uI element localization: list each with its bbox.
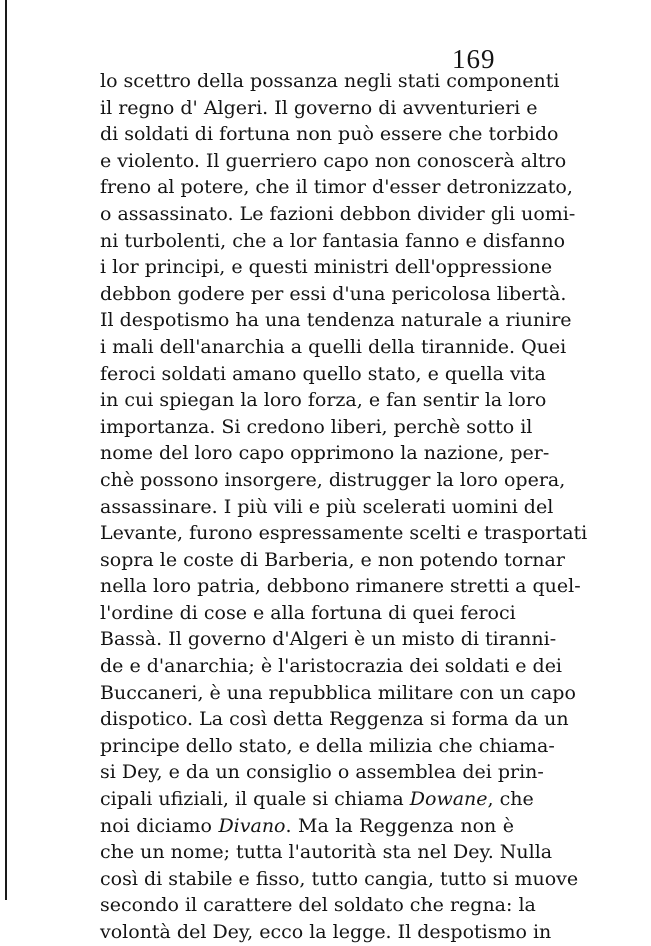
text-line: o assassinato. Le fazioni debbon divider gli uomi- xyxy=(100,202,576,225)
text-line: Bassà. Il governo d'Algeri è un misto di tiranni- xyxy=(100,628,557,651)
text-line: importanza. Si credono liberi, perchè sotto il xyxy=(100,415,533,438)
text-line: debbon godere per essi d'una pericolosa libertà. xyxy=(100,282,567,305)
text-segment: cipali ufiziali, il quale si chiama xyxy=(100,788,410,811)
text-line: nella loro patria, debbono rimanere stretti a quel- xyxy=(100,575,581,598)
text-line: secondo il carattere del soldato che regna: la xyxy=(100,894,536,917)
text-line: Buccaneri, è una repubblica militare con un capo xyxy=(100,681,576,704)
text-line: Levante, furono espressamente scelti e trasportati xyxy=(100,522,588,545)
body-text xyxy=(100,68,588,946)
text-line: ni turbolenti, che a lor fantasia fanno e disfanno xyxy=(100,229,566,252)
text-line: principe dello stato, e della milizia che chiama- xyxy=(100,734,555,757)
text-line xyxy=(100,813,514,840)
text-line: nome del loro capo opprimono la nazione, per- xyxy=(100,442,550,465)
text-line: freno al potere, che il timor d'esser detronizzato, xyxy=(100,176,573,199)
text-line: di soldati di fortuna non può essere che torbido xyxy=(100,123,559,146)
text-line: de e d'anarchia; è l'aristocrazia dei soldati e dei xyxy=(100,655,563,678)
text-segment: noi diciamo xyxy=(100,814,219,837)
text-segment: , che xyxy=(487,788,534,811)
italic-term: Divano xyxy=(218,814,286,837)
text-line: l'ordine di cose e alla fortuna di quei feroci xyxy=(100,601,516,624)
text-line: il regno d' Algeri. Il governo di avventurieri e xyxy=(100,96,538,119)
text-line xyxy=(100,786,534,813)
text-line: e violento. Il guerriero capo non conoscerà altro xyxy=(100,149,567,172)
text-line: che un nome; tutta l'autorità sta nel Dey. Nulla xyxy=(100,841,553,864)
text-line: lo scettro della possanza negli stati componenti xyxy=(100,70,560,92)
page-number: 169 xyxy=(452,44,496,74)
text-line: Il despotismo ha una tendenza naturale a riunire xyxy=(100,309,572,332)
italic-term: Dowane xyxy=(409,788,488,811)
text-line: si Dey, e da un consiglio o assemblea dei prin- xyxy=(100,761,544,784)
text-line: volontà del Dey, ecco la legge. Il despotismo in xyxy=(100,921,552,943)
text-line: feroci soldati amano quello stato, e quella vita xyxy=(100,362,546,385)
page-edge-line xyxy=(5,0,7,900)
text-line: assassinare. I più vili e più scelerati uomini del xyxy=(100,495,554,518)
text-line: sopra le coste di Barberia, e non potendo tornar xyxy=(100,548,565,571)
text-line: in cui spiegan la loro forza, e fan sentir la loro xyxy=(100,389,547,412)
text-line: i lor principi, e questi ministri dell'oppressione xyxy=(100,256,553,279)
text-line: i mali dell'anarchia a quelli della tirannide. Quei xyxy=(100,335,567,358)
text-line: dispotico. La così detta Reggenza si forma da un xyxy=(100,708,569,731)
text-segment: . Ma la Reggenza non è xyxy=(285,814,514,837)
text-line: chè possono insorgere, distrugger la loro opera, xyxy=(100,468,566,491)
text-line: così di stabile e fisso, tutto cangia, tutto si muove xyxy=(100,867,579,890)
